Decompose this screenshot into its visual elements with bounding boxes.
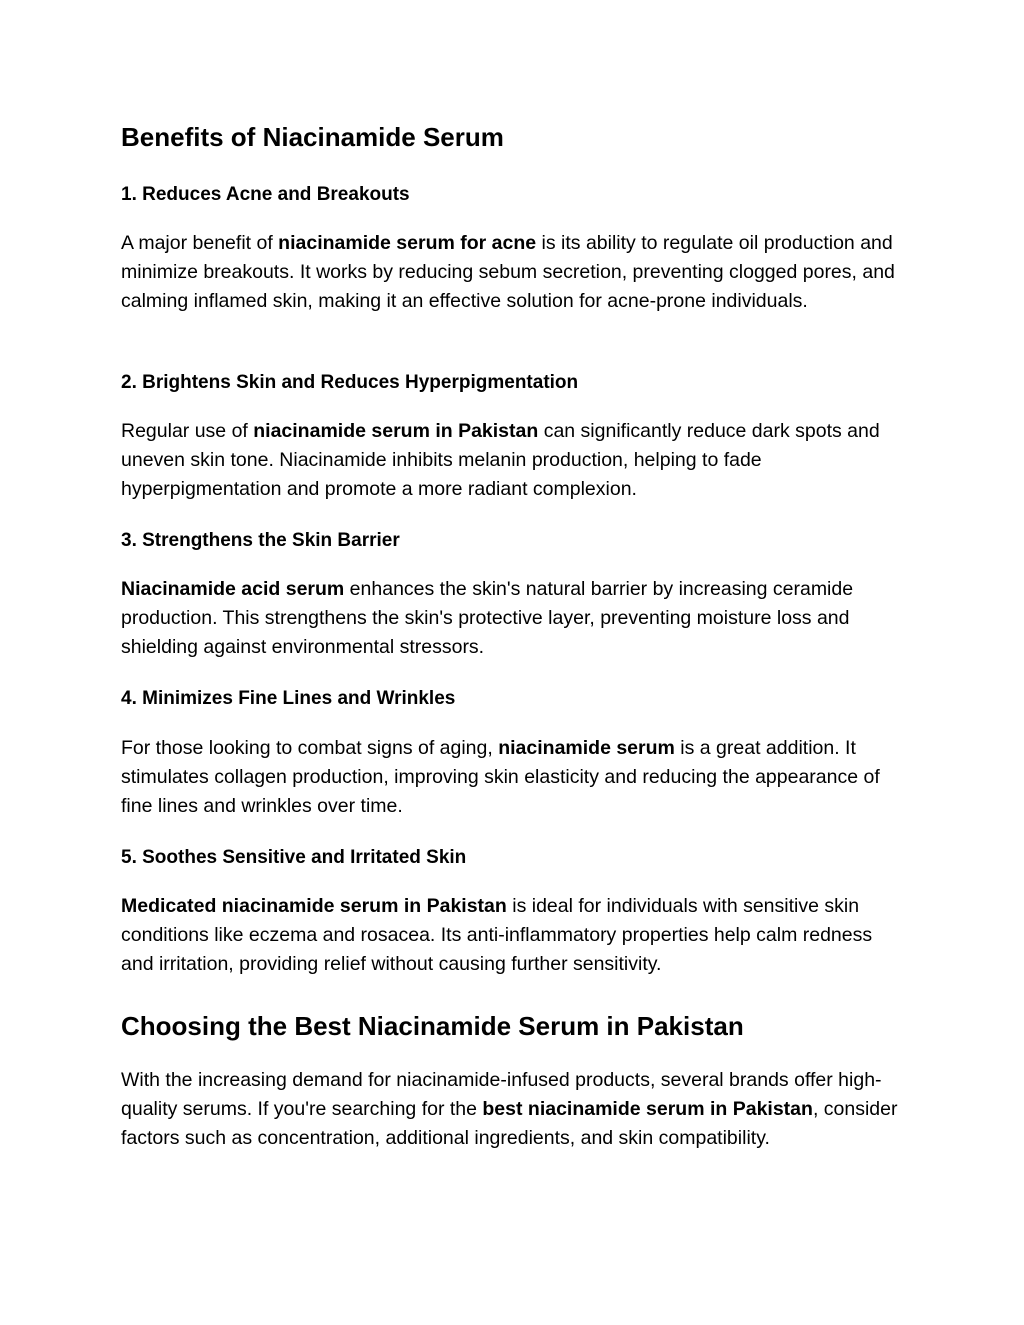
benefit-title-barrier: 3. Strengthens the Skin Barrier [121, 530, 400, 551]
choosing-paragraph [121, 1066, 906, 1153]
bold-keyword: Niacinamide acid serum [121, 578, 345, 600]
paragraph-text: A major benefit of [121, 232, 279, 254]
benefit-paragraph-brightens [121, 417, 906, 504]
section-heading-choosing: Choosing the Best Niacinamide Serum in Pakistan [121, 1011, 744, 1041]
bold-keyword: niacinamide serum in Pakistan [253, 420, 539, 442]
paragraph-text: is its ability to regulate oil production and minimize breakouts. It works by reducing sebum secretion, preventing clogged pores, and calming inflamed skin, making it an effective solution for acne-prone individuals. [121, 232, 895, 312]
paragraph-text: Regular use of [121, 420, 254, 442]
benefit-paragraph-fine-lines [121, 734, 906, 821]
paragraph-text: is ideal for individuals with sensitive skin conditions like eczema and rosacea. Its anti-inflammatory properties help calm redness and irritation, providing relief without causing further sensitivity. [121, 895, 873, 975]
benefit-title-soothes: 5. Soothes Sensitive and Irritated Skin [121, 847, 467, 868]
benefit-paragraph-acne [121, 229, 906, 316]
paragraph-text: For those looking to combat signs of aging, [121, 737, 499, 759]
section-heading-benefits: Benefits of Niacinamide Serum [121, 122, 504, 152]
bold-keyword: niacinamide serum [498, 737, 675, 759]
bold-keyword: best niacinamide serum in Pakistan [482, 1098, 813, 1120]
paragraph-text: With the increasing demand for niacinamide-infused products, several brands offer high-quality serums. If you're searching for the [121, 1069, 882, 1120]
benefit-title-fine-lines: 4. Minimizes Fine Lines and Wrinkles [121, 688, 456, 709]
bold-keyword: niacinamide serum for acne [278, 232, 537, 254]
paragraph-text: can significantly reduce dark spots and uneven skin tone. Niacinamide inhibits melanin production, helping to fade hyperpigmentation and promote a more radiant complexion. [121, 420, 880, 500]
benefit-title-acne: 1. Reduces Acne and Breakouts [121, 184, 410, 205]
paragraph-text: , consider factors such as concentration, additional ingredients, and skin compatibility. [121, 1098, 898, 1149]
paragraph-text: enhances the skin's natural barrier by increasing ceramide production. This strengthens the skin's protective layer, preventing moisture loss and shielding against environmental stressors. [121, 578, 854, 658]
bold-keyword: Medicated niacinamide serum in Pakistan [121, 895, 507, 917]
benefit-paragraph-soothes [121, 892, 906, 979]
benefit-title-brightens: 2. Brightens Skin and Reduces Hyperpigmentation [121, 372, 579, 393]
benefit-paragraph-barrier [121, 575, 906, 662]
paragraph-text: is a great addition. It stimulates collagen production, improving skin elasticity and reducing the appearance of fine lines and wrinkles over time. [121, 737, 880, 817]
